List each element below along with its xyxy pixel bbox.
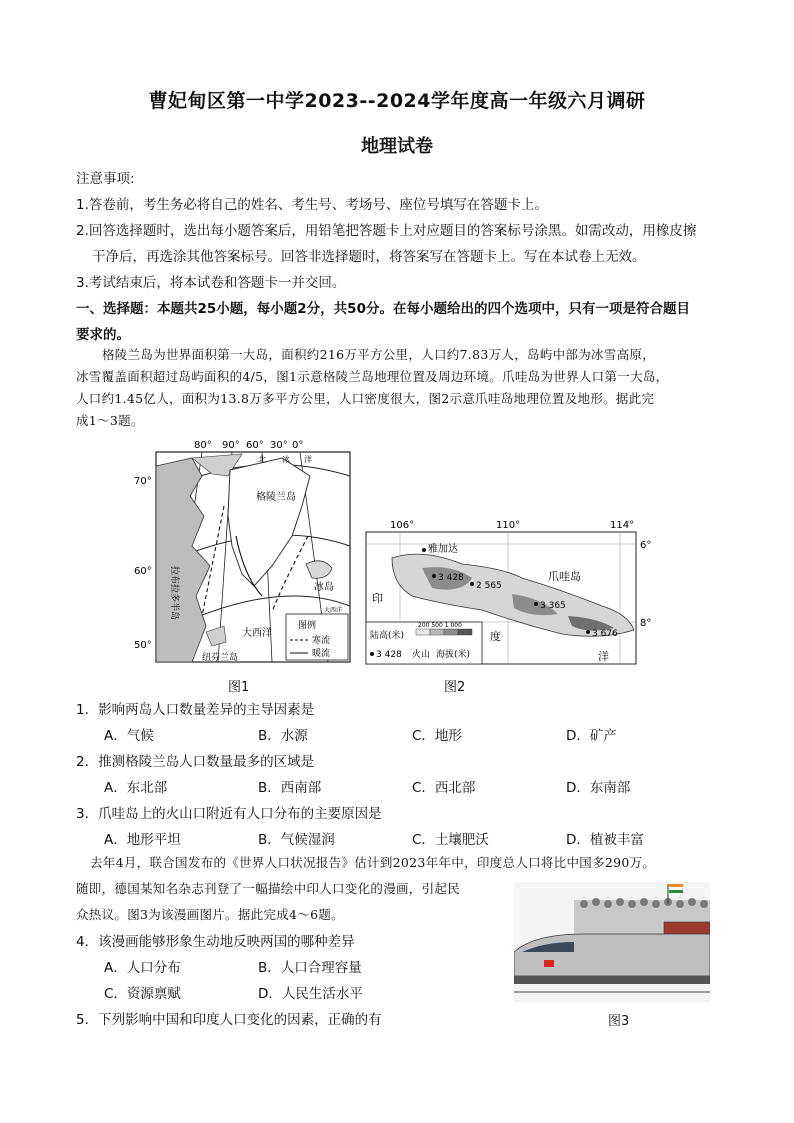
question-1-option-d[interactable]: D．矿产 xyxy=(566,728,617,744)
note-item-3: 3.考试结束后，将本试卷和答题卡一并交回。 xyxy=(76,275,346,291)
fig2-volcano-2: 2 565 xyxy=(476,581,502,591)
note-item-2-cont: 干净后，再选涂其他答案标号。回答非选择题时，将答案写在答题卡上。写在本试卷上无效。 xyxy=(92,249,646,265)
question-2-option-c[interactable]: C．西北部 xyxy=(412,780,476,796)
fig1-lat-50: 50° xyxy=(134,640,152,651)
question-4-option-a[interactable]: A．人口分布 xyxy=(104,960,181,976)
section-heading-cont: 要求的。 xyxy=(76,327,130,343)
question-2-stem: 2．推测格陵兰岛人口数量最多的区域是 xyxy=(76,754,315,770)
fig2-lat-6: 6° xyxy=(640,540,652,551)
question-1-option-a[interactable]: A．气候 xyxy=(104,728,154,744)
figure3-cartoon xyxy=(514,882,710,1002)
fig2-legend-elev: 海拔(米) xyxy=(436,650,471,660)
fig2-legend-volcano: 火山 xyxy=(412,650,431,660)
fig1-legend-title: 图例 xyxy=(298,621,317,631)
fig1-greenland-label xyxy=(256,490,296,503)
fig1-sea-2: 冰 xyxy=(282,455,290,464)
passage1-line4: 成1～3题。 xyxy=(76,413,144,428)
notes-heading: 注意事项: xyxy=(76,171,135,187)
fig1-lat-70: 70° xyxy=(134,476,152,487)
question-3-option-a[interactable]: A．地形平坦 xyxy=(104,832,181,848)
fig2-indian: 印 xyxy=(372,592,383,605)
fig1-lat-60: 60° xyxy=(134,566,152,577)
exam-subtitle: 地理试卷 xyxy=(361,136,433,157)
fig1-lon-90: 90° xyxy=(222,440,240,451)
figure3-caption: 图3 xyxy=(608,1014,630,1029)
fig1-labrador-label: 拉布拉多半岛 xyxy=(169,566,179,621)
question-4-stem: 4．该漫画能够形象生动地反映两国的哪种差异 xyxy=(76,934,355,950)
fig1-lon-60: 60° xyxy=(246,440,264,451)
question-4-option-c[interactable]: C．资源禀赋 xyxy=(104,986,181,1002)
figure2-caption: 图2 xyxy=(444,680,466,695)
fig1-newfoundland-label: 纽芬兰岛 xyxy=(202,653,239,663)
fig2-lon-106: 106° xyxy=(390,520,415,531)
note-item-1: 1.答卷前，考生务必将自己的姓名、考生号、考场号、座位号填写在答题卡上。 xyxy=(76,197,548,213)
question-3-option-d[interactable]: D．植被丰富 xyxy=(566,832,644,848)
fig1-sea-1: 北 xyxy=(258,455,266,464)
fig2-du: 度 xyxy=(490,630,501,643)
fig1-legend-warm: 暖流 xyxy=(312,649,331,659)
passage2-line3: 众热议。图3为该漫画图片。据此完成4～6题。 xyxy=(76,907,344,922)
note-item-2: 2.回答选择题时，选出每小题答案后，用铅笔把答题卡上对应题目的答案标号涂黑。如需改动，用橡皮擦 xyxy=(76,223,697,239)
fig2-legend-volcano-value: 3 428 xyxy=(376,650,402,660)
fig2-jakarta: 雅加达 xyxy=(428,544,458,555)
figure1-greenland-map xyxy=(132,436,354,668)
fig1-legend-cold: 寒流 xyxy=(312,636,331,646)
fig2-legend-scale: 200 500 1 000 xyxy=(418,622,462,629)
fig1-greenland-text: 格陵兰岛 xyxy=(256,492,296,503)
passage2-line1: 去年4月，联合国发布的《世界人口状况报告》估计到2023年年中，印度总人口将比中国多290万。 xyxy=(90,855,656,870)
passage2-line2: 随即，德国某知名杂志刊登了一幅描绘中印人口变化的漫画，引起民 xyxy=(76,881,461,896)
passage1-line2: 冰雪覆盖面积超过岛屿面积的4/5，图1示意格陵兰岛地理位置及周边环境。爪哇岛为世界人口第一大岛， xyxy=(76,369,669,384)
figure2-java-map xyxy=(362,518,658,668)
fig2-java: 爪哇岛 xyxy=(548,570,581,583)
passage1-line3: 人口约1.45亿人，面积为13.8万多平方公里，人口密度很大，图2示意爪哇岛地理位置及地形。据此完 xyxy=(76,391,655,406)
passage1-line1: 格陵兰岛为世界面积第一大岛，面积约216万平方公里，人口约7.83万人，岛屿中部为冰雪高原， xyxy=(102,347,655,362)
question-3-stem: 3．爪哇岛上的火山口附近有人口分布的主要原因是 xyxy=(76,806,382,822)
question-1-option-c[interactable]: C．地形 xyxy=(412,728,462,744)
fig1-lon-80: 80° xyxy=(194,440,212,451)
question-4-option-d[interactable]: D．人民生活水平 xyxy=(258,986,363,1002)
question-2-option-a[interactable]: A．东北部 xyxy=(104,780,168,796)
question-1-option-b[interactable]: B．水源 xyxy=(258,728,308,744)
fig2-volcano-4: 3 676 xyxy=(592,629,618,639)
fig1-lon-30: 30° xyxy=(270,440,288,451)
exam-title: 曹妃甸区第一中学2023--2024学年度高一年级六月调研 xyxy=(148,90,646,112)
fig1-lon-0: 0° xyxy=(292,440,304,451)
fig1-sea-3: 洋 xyxy=(304,455,312,464)
section-heading: 一、选择题：本题共25小题，每小题2分，共50分。在每小题给出的四个选项中，只有一项是符合题目 xyxy=(76,301,690,317)
question-3-option-b[interactable]: B．气候湿润 xyxy=(258,832,335,848)
fig1-atlantic-label: 大西洋 xyxy=(242,628,272,639)
figure1-caption: 图1 xyxy=(228,680,250,695)
question-5-stem: 5．下列影响中国和印度人口变化的因素，正确的有 xyxy=(76,1012,382,1028)
fig2-lon-110: 110° xyxy=(496,520,521,531)
fig1-small-atlantic: 大西洋 xyxy=(324,607,343,614)
fig2-volcano-1: 3 428 xyxy=(438,573,464,583)
fig2-volcano-3: 3 365 xyxy=(540,601,566,611)
fig2-lat-8: 8° xyxy=(640,618,652,629)
question-4-option-b[interactable]: B．人口合理容量 xyxy=(258,960,362,976)
question-3-option-c[interactable]: C．土壤肥沃 xyxy=(412,832,489,848)
question-1-stem: 1．影响两岛人口数量差异的主导因素是 xyxy=(76,702,315,718)
fig2-legend-land: 陆高(米) xyxy=(370,631,405,641)
question-2-option-d[interactable]: D．东南部 xyxy=(566,780,631,796)
fig1-iceland-label: 冰岛 xyxy=(314,582,334,593)
fig2-yang: 洋 xyxy=(598,650,609,663)
fig2-lon-114: 114° xyxy=(610,520,635,531)
question-2-option-b[interactable]: B．西南部 xyxy=(258,780,322,796)
